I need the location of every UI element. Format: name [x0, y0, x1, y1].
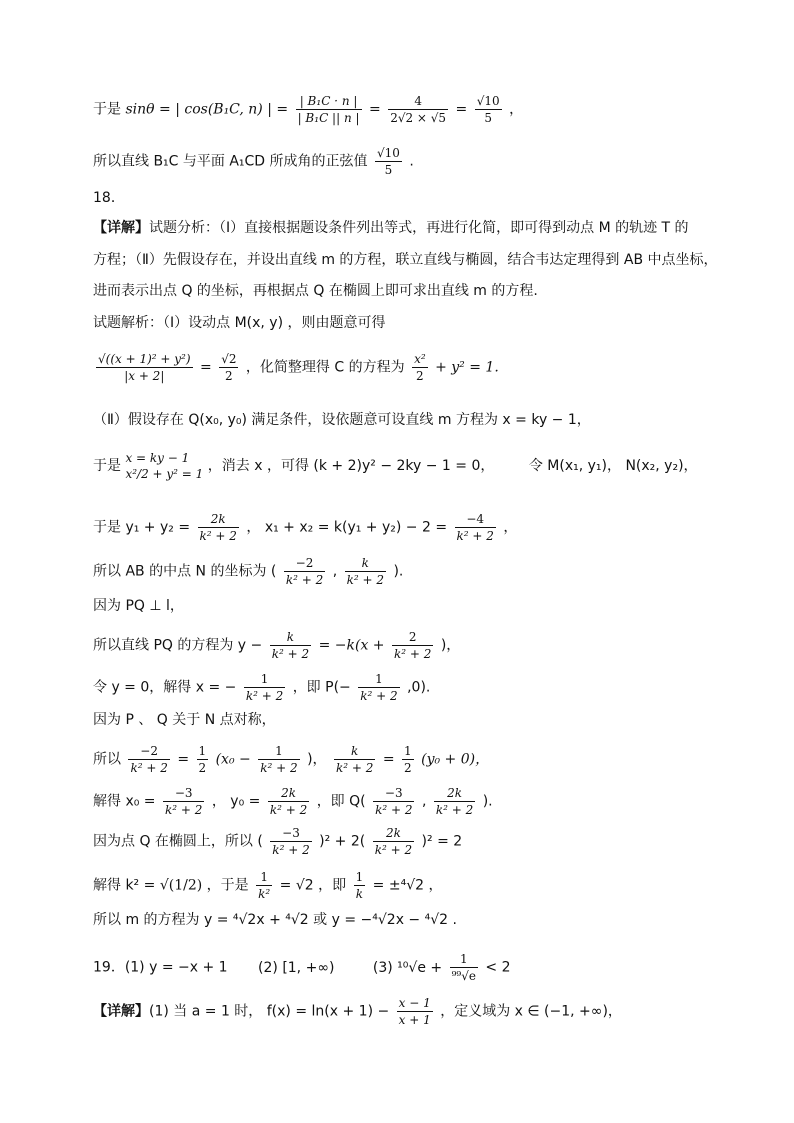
line-analysis-2: 方程；（Ⅱ）先假设存在，并设出直线 m 的方程，联立直线与椭圆，结合韦达定理得到 AB 中点坐标，: [93, 252, 718, 268]
text: )，: [440, 637, 461, 654]
answer-3: (3) ¹⁰√e +: [372, 959, 443, 976]
fraction: $\frac{-3}{\text{k² + 2}}$: [375, 786, 413, 817]
text: 试题分析：（Ⅰ）直接根据题设条件列出等式，再进行化简，即可得到动点 M 的轨迹 T 的: [149, 220, 689, 236]
answer-2: (2) [1, +∞): [258, 959, 335, 976]
text: ).: [482, 793, 493, 810]
text: 令 y = 0，解得 x = −: [93, 679, 237, 696]
line-conclusion: [93, 146, 754, 177]
text: 解得 k² =: [93, 877, 156, 894]
fraction: $\frac{x - 1}{x + 1}$: [398, 996, 431, 1027]
line-problem-19-detail: [93, 996, 754, 1027]
fraction: $\frac{1}{\text{k² + 2}}$: [245, 672, 284, 703]
text: ， x₁ + x₂ = k(y₁ + y₂) − 2 =: [246, 519, 448, 536]
text: =: [382, 751, 395, 768]
fraction: $\frac{1}{\text{k² + 2}}$: [260, 744, 298, 775]
fraction: $\frac{2k}{\text{k² + 2}}$: [199, 512, 237, 543]
text: 所以直线 B₁C 与平面 A₁CD 所成角的正弦值: [93, 153, 368, 170]
text: ,0).: [407, 679, 431, 696]
text: ，于是: [206, 877, 249, 894]
equals: =: [369, 101, 381, 118]
equals: =: [455, 101, 468, 118]
fraction: $\frac{-3}{\text{k² + 2}}$: [164, 786, 203, 817]
fraction: $\frac{\text{x²}}{2}$: [414, 352, 426, 383]
fraction: $\frac{-4}{\text{k² + 2}}$: [456, 512, 494, 543]
line-solve-q: [93, 786, 754, 817]
line-symmetry: 因为 P 、 Q 关于 N 点对称，: [93, 712, 276, 728]
fraction: $\frac{2k}{\text{k² + 2}}$: [269, 786, 308, 817]
detail-tag: 【详解】: [93, 1003, 149, 1020]
line-sine-formula: [93, 94, 754, 125]
text: ，消去 x ，可得 (k + 2)y² − 2ky − 1 = 0，: [207, 458, 495, 474]
math: √(1/2): [159, 877, 203, 894]
math: (x₀ −: [215, 751, 251, 768]
fraction: $\frac{1}{\text{k²}}$: [258, 870, 271, 901]
fraction: $\frac{2k}{\text{k² + 2}}$: [435, 786, 474, 817]
text: ，即 Q(: [316, 793, 366, 810]
text: = ±⁴√2 ，: [372, 877, 443, 894]
math: (y₀ + 0)，: [421, 751, 490, 768]
line-vieta: [93, 512, 754, 543]
math: + y² = 1.: [435, 359, 499, 376]
text: 解得 x₀ =: [93, 793, 156, 810]
text: < 2: [485, 959, 511, 976]
line-pq-equation: [93, 630, 754, 661]
text: 所以: [93, 751, 121, 768]
problem-number: 18．: [93, 190, 125, 206]
fraction: $\frac{k}{\text{k² + 2}}$: [335, 744, 374, 775]
math: sinθ = | cos(B₁C, n) | =: [125, 101, 293, 118]
detail-tag: 【详解】: [93, 220, 149, 236]
text: )² = 2: [421, 833, 463, 850]
text: ,: [421, 793, 427, 810]
fraction: $\frac{4}{2√2 \times √5}$: [390, 94, 447, 125]
fraction: $\frac{k}{\text{k² + 2}}$: [271, 630, 310, 661]
text: ，: [509, 101, 524, 118]
line-analysis-3: 进而表示出点 Q 的坐标，再根据点 Q 在椭圆上即可求出直线 m 的方程.: [93, 283, 538, 299]
fraction: $\frac{1}{k}$: [355, 870, 364, 901]
text: 令 M(x₁, y₁)， N(x₂, y₂)，: [528, 458, 698, 474]
text: )，: [307, 751, 327, 768]
fraction: $\frac{1}{2}$: [198, 744, 207, 775]
text: ，定义域为 x ∈ (−1, +∞)，: [440, 1003, 622, 1020]
text: ，即 P(−: [292, 679, 351, 696]
equals: =: [200, 359, 212, 376]
line-midpoint: [93, 556, 754, 587]
fraction: $\frac{2k}{\text{k² + 2}}$: [374, 826, 413, 857]
fraction: $\frac{1}{\text{k² + 2}}$: [360, 672, 398, 703]
text: 所以 AB 的中点 N 的坐标为 (: [93, 563, 277, 580]
line-solution-start: 试题解析：（Ⅰ）设动点 M(x, y) ，则由题意可得: [93, 315, 386, 331]
fraction: $\frac{-2}{\text{k² + 2}}$: [130, 744, 168, 775]
equation-system: x = ky − 1 x²/2 + y² = 1: [125, 451, 204, 481]
text: 所以直线 PQ 的方程为 y −: [93, 637, 263, 654]
answer-1: 19．(1) y = −x + 1: [93, 959, 228, 976]
fraction: $\frac{-2}{\text{k² + 2}}$: [285, 556, 324, 587]
fraction: $\frac{-3}{\text{k² + 2}}$: [272, 826, 310, 857]
line-analysis: [93, 218, 754, 238]
line-ellipse-derivation: [93, 352, 754, 383]
text: ).: [393, 563, 404, 580]
line-system: [93, 450, 754, 482]
line-perpendicular: 因为 PQ ⊥ l，: [93, 598, 184, 614]
fraction: $\frac{k}{\text{k² + 2}}$: [346, 556, 384, 587]
text: 于是: [93, 101, 121, 118]
math: = −k(x +: [318, 637, 385, 654]
text: )² + 2(: [319, 833, 366, 850]
text: ,: [332, 563, 338, 580]
text: .: [409, 153, 414, 170]
line-m-equation: 所以 m 的方程为 y = ⁴√2x + ⁴√2 或 y = −⁴√2x − ⁴√2 .: [93, 912, 457, 928]
text: = √2 ，即: [279, 877, 347, 894]
fraction: $\frac{√2}{2}$: [221, 352, 237, 383]
fraction: $\frac{2}{\text{k² + 2}}$: [393, 630, 432, 661]
fraction: $\frac{\text{| B₁C · n |}}{\text{| B₁C || n |}}$: [297, 94, 360, 125]
text: ，化简整理得 C 的方程为: [245, 359, 405, 376]
fraction: $\frac{√10}{5}$: [476, 94, 500, 125]
line-p-point: [93, 672, 754, 703]
line-symmetry-equations: [93, 744, 754, 775]
text: ， y₀ =: [211, 793, 261, 810]
line-problem-19-answers: [93, 952, 754, 983]
fraction: $\frac{1}{\text{⁹⁹√e}}$: [451, 952, 476, 983]
text: ，: [503, 519, 518, 536]
line-solve-k: [93, 870, 754, 901]
text: 于是: [93, 458, 121, 474]
fraction: $\frac{√10}{5}$: [377, 146, 400, 177]
text: 于是 y₁ + y₂ =: [93, 519, 191, 536]
fraction: $\frac{\text{√((x + 1)² + y²)}}{|x + 2|}$: [98, 352, 191, 383]
line-assume: （Ⅱ）假设存在 Q(x₀, y₀) 满足条件，设依题意可设直线 m 方程为 x = ky − 1，: [93, 412, 591, 428]
text: =: [177, 751, 190, 768]
text: 因为点 Q 在椭圆上，所以 (: [93, 833, 263, 850]
line-on-ellipse: [93, 826, 754, 857]
text: (1) 当 a = 1 时， f(x) = ln(x + 1) −: [149, 1003, 390, 1020]
fraction: $\frac{1}{2}$: [404, 744, 412, 775]
